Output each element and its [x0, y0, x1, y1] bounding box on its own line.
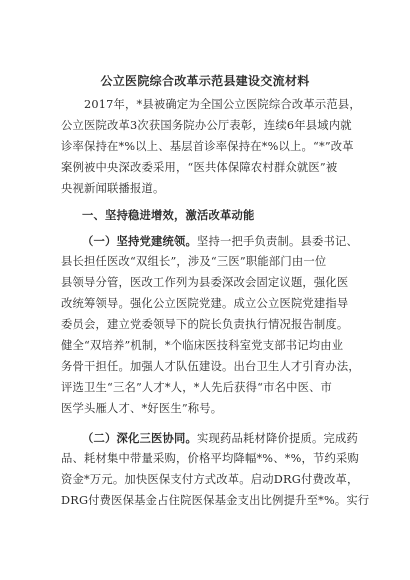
paragraph-line: 县领导分管，医改工作列为县委深改会固定议题，强化医	[61, 276, 349, 289]
paragraph-line: 品、耗材集中带量采购，价格平均降幅*%、*%，节约采购	[61, 452, 359, 465]
paragraph-line: 资金*万元。加快医保支付方式改革。启动DRG付费改革，	[61, 473, 359, 486]
paragraph-text: 坚持一把手负责制。县委书记、	[196, 235, 358, 248]
paragraph-line: 务骨干担任。加强人才队伍建设。出台卫生人才引育办法，	[61, 360, 360, 373]
paragraph-line: 央视新闻联播报道。	[61, 182, 165, 195]
paragraph-text: 实现药品耗材降价提质。完成药	[196, 432, 358, 445]
subsection-heading: （二）深化三医协同。	[82, 431, 197, 445]
paragraph-line: 案例被中央深改委采用，“医共体保障农村群众就医”被	[61, 161, 338, 174]
document-title: 公立医院综合改革示范县建设交流材料	[100, 74, 310, 88]
paragraph-line: 评选卫生“三名”人才*人，*人先后获得“市名中医、市	[61, 381, 333, 394]
paragraph-line: DRG付费医保基金占住院医保基金支出比例提升至*%。实行	[61, 494, 370, 507]
paragraph-line	[82, 233, 382, 250]
paragraph-line	[82, 430, 382, 447]
paragraph-line: 2017年，*县被确定为全国公立医院综合改革示范县，	[84, 98, 361, 111]
paragraph-line: 公立医院改革3次获国务院办公厅表彰，连续6年县域内就	[61, 119, 352, 132]
paragraph-line: 改统筹领导。强化公立医院党建。成立公立医院党建指导	[61, 297, 349, 310]
paragraph-line: 医学头雁人才、*好医生”称号。	[61, 402, 223, 415]
paragraph-line: 县长担任医改“双组长”，涉及“三医”职能部门由一位	[61, 255, 327, 268]
section-heading: 一、坚持稳进增效，激活改革动能	[82, 208, 255, 222]
paragraph-line: 诊率保持在*%以上、基层首诊率保持在*%以上。“*”改革	[61, 140, 354, 153]
subsection-heading: （一）坚持党建统领。	[82, 234, 197, 248]
paragraph-line: 健全“双培养”机制，*个临床医技科室党支部书记均由业	[61, 339, 344, 352]
paragraph-line: 委员会，建立党委领导下的院长负责执行情况报告制度。	[61, 318, 349, 331]
